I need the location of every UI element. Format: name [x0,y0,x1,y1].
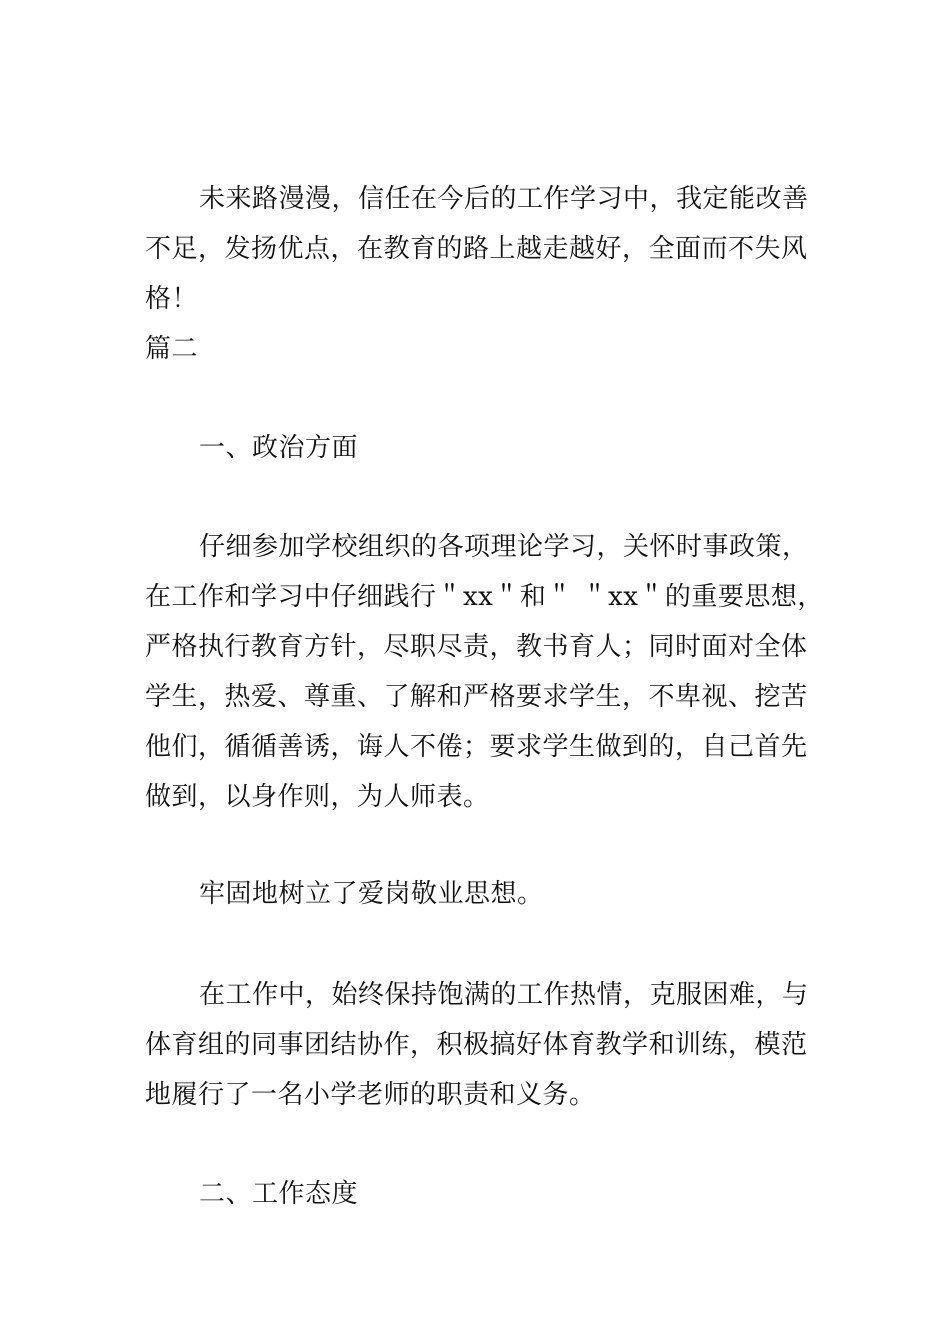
paragraph-dedication [145,869,805,919]
text-line: 做到，以身作则，为人师表。 [145,782,490,812]
paragraph-closing [145,174,809,324]
heading-text: 二、工作态度 [199,1179,359,1209]
heading-text: 一、政治方面 [199,433,359,463]
text-line: 在工作中，始终保持饱满的工作热情，克服困难，与 [199,980,809,1010]
text-line: 未来路漫漫，信任在今后的工作学习中，我定能改善 [199,184,809,214]
text-line: 在工作和学习中仔细践行＂xx＂和＂ ＂xx＂的重要思想， [145,582,824,612]
section-label-text: 篇二 [145,334,199,364]
text-line: 地履行了一名小学老师的职责和义务。 [145,1080,596,1110]
text-line: 不足，发扬优点，在教育的路上越走越好，全面而不失风 [145,234,808,264]
text-line: 仔细参加学校组织的各项理论学习，关怀时事政策， [199,532,809,562]
paragraph-politics [145,522,824,822]
text-line: 牢固地树立了爱岗敬业思想。 [199,879,544,909]
heading-work-attitude [145,1169,805,1219]
heading-politics [145,423,805,473]
text-line: 格！ [145,284,199,314]
text-line: 严格执行教育方针，尽职尽责，教书育人；同时面对全体 [145,632,808,662]
paragraph-work [145,970,809,1120]
text-line: 他们，循循善诱，诲人不倦；要求学生做到的，自己首先 [145,732,808,762]
section-label [145,324,805,374]
text-line: 学生，热爱、尊重、了解和严格要求学生，不卑视、挖苦 [145,682,808,712]
text-line: 体育组的同事团结协作，积极搞好体育教学和训练，模范 [145,1030,808,1060]
